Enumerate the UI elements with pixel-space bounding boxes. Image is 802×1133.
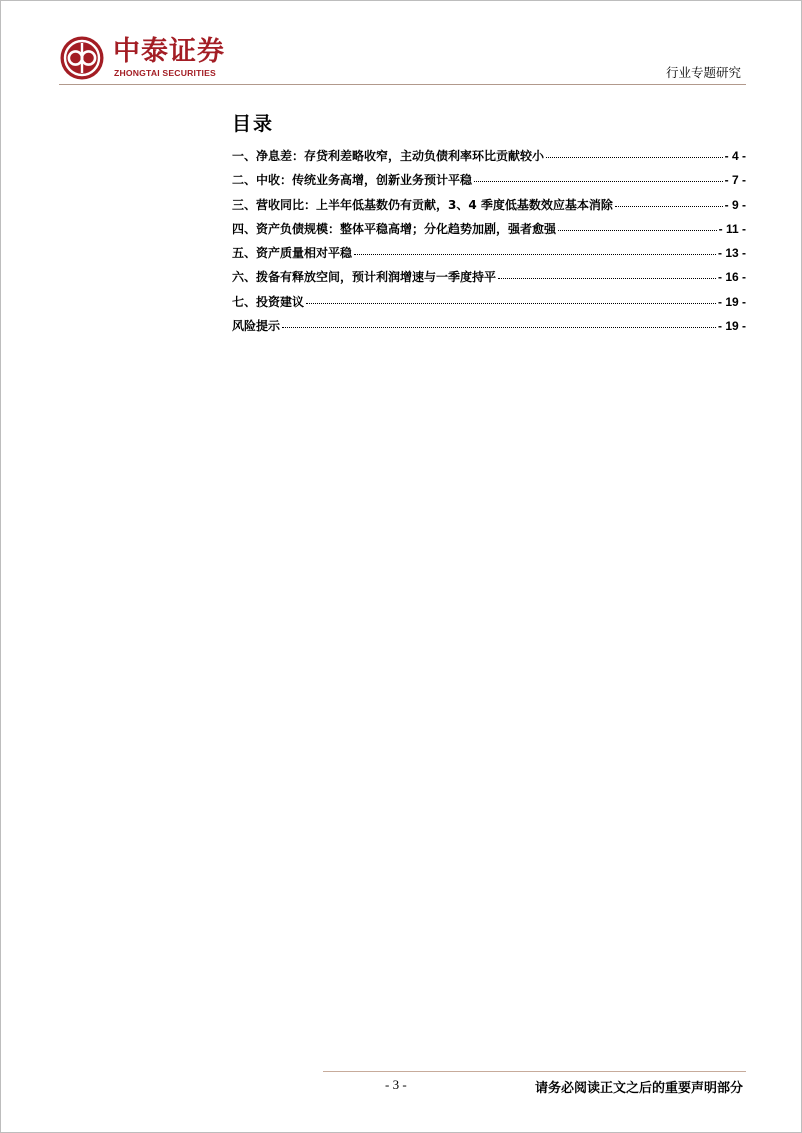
footer-page-number: - 3 - bbox=[385, 1077, 407, 1092]
toc-entry[interactable] bbox=[232, 147, 746, 171]
header-divider bbox=[59, 84, 746, 85]
footer-disclaimer: 请务必阅读正文之后的重要声明部分 bbox=[534, 1081, 743, 1096]
footer-divider bbox=[323, 1071, 746, 1072]
toc-entry-text: 五、资产质量相对平稳 bbox=[232, 246, 353, 261]
toc-entry[interactable] bbox=[232, 220, 746, 244]
toc-leader-dots bbox=[282, 315, 716, 328]
toc-entry-page: - 16 - bbox=[717, 270, 746, 285]
toc-entry[interactable] bbox=[232, 317, 746, 341]
brand-name-cn: 中泰证券 bbox=[113, 36, 225, 67]
toc-title: 目录 bbox=[232, 113, 275, 135]
toc-entry-page: - 19 - bbox=[717, 319, 746, 334]
toc-entry[interactable] bbox=[232, 268, 746, 292]
toc-leader-dots bbox=[558, 218, 717, 231]
zhongtai-logo-icon bbox=[59, 35, 105, 81]
company-logo bbox=[59, 35, 249, 83]
toc-entry-page: - 11 - bbox=[718, 221, 746, 236]
toc-entry-text: 六、拨备有释放空间，预计利润增速与一季度持平 bbox=[232, 270, 497, 285]
toc-entry-page: - 19 - bbox=[717, 294, 746, 309]
toc-entry-text: 风险提示 bbox=[232, 319, 281, 334]
toc-leader-dots bbox=[306, 291, 716, 304]
toc-leader-dots bbox=[546, 145, 723, 158]
toc-entry-text: 四、资产负债规模：整体平稳高增；分化趋势加剧，强者愈强 bbox=[232, 221, 557, 236]
table-of-contents bbox=[232, 147, 746, 341]
toc-entry[interactable] bbox=[232, 244, 746, 268]
toc-entry-page: - 13 - bbox=[717, 246, 746, 261]
toc-leader-dots bbox=[474, 169, 723, 182]
toc-entry-page: - 9 - bbox=[724, 197, 746, 212]
toc-entry-text: 二、中收：传统业务高增，创新业务预计平稳 bbox=[232, 173, 473, 188]
toc-entry-text: 一、净息差：存贷利差略收窄，主动负债利率环比贡献较小 bbox=[232, 149, 545, 163]
toc-entry[interactable] bbox=[232, 196, 746, 220]
toc-entry[interactable] bbox=[232, 171, 746, 195]
toc-entry-page: - 7 - bbox=[724, 173, 746, 188]
toc-entry-text: 七、投资建议 bbox=[232, 294, 305, 309]
brand-name-en: ZHONGTAI SECURITIES bbox=[114, 68, 216, 78]
toc-leader-dots bbox=[498, 266, 716, 279]
toc-leader-dots bbox=[354, 242, 716, 255]
toc-leader-dots bbox=[615, 194, 723, 207]
toc-entry-page: - 4 - bbox=[724, 149, 746, 163]
toc-entry-text: 三、营收同比：上半年低基数仍有贡献，3、4 季度低基数效应基本消除 bbox=[232, 197, 613, 212]
report-type: 行业专题研究 bbox=[665, 65, 741, 80]
toc-entry[interactable] bbox=[232, 293, 746, 317]
